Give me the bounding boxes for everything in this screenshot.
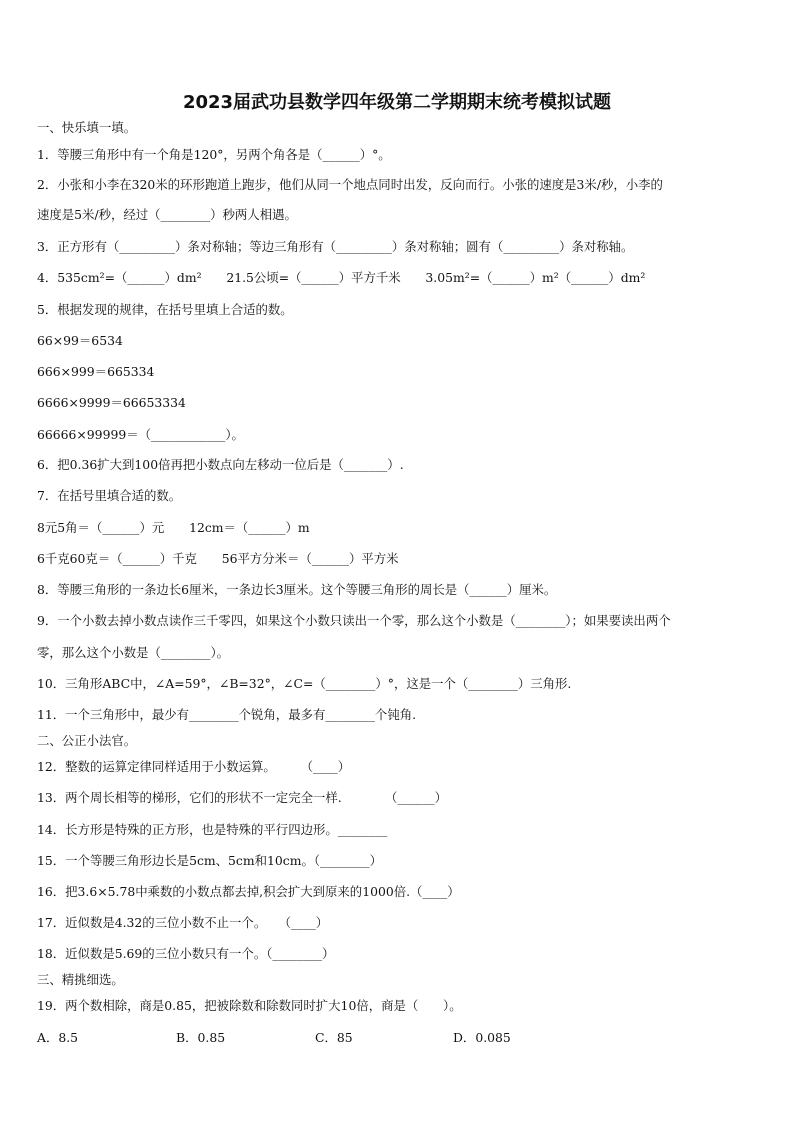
question-18: 18．近似数是5.69的三位小数只有一个。（________）	[37, 946, 335, 961]
pattern-line-1: 66×99＝6534	[37, 333, 123, 348]
question-9-line-2: 零，那么这个小数是（________）。	[37, 645, 230, 660]
page-title: 2023届武功县数学四年级第二学期期末统考模拟试题	[182, 92, 612, 113]
question-14: 14．长方形是特殊的正方形，也是特殊的平行四边形。________	[37, 822, 388, 837]
question-6: 6．把0.36扩大到100倍再把小数点向左移动一位后是（_______）.	[37, 457, 404, 472]
question-2-line-1: 2．小张和小李在320米的环形跑道上跑步，他们从同一个地点同时出发，反向而行。小张的速度是3米/秒，小李的	[37, 177, 663, 192]
question-17: 17．近似数是4.32的三位小数不止一个。 （____）	[37, 915, 329, 930]
question-13: 13．两个周长相等的梯形，它们的形状不一定完全一样. （______）	[37, 790, 448, 805]
question-5: 5．根据发现的规律，在括号里填上合适的数。	[37, 302, 293, 317]
section-heading-3: 三、精挑细选。	[37, 972, 124, 987]
question-15: 15．一个等腰三角形边长是5cm、5cm和10cm。（________）	[37, 853, 382, 868]
pattern-line-3: 6666×9999＝66653334	[37, 395, 186, 410]
section-heading-2: 二、公正小法官。	[37, 733, 137, 748]
question-1: 1．等腰三角形中有一个角是120°，另两个角各是（______）°。	[37, 147, 391, 162]
option-a[interactable]: A．8.5	[37, 1030, 79, 1045]
pattern-line-4: 66666×99999＝（____________）。	[37, 427, 244, 442]
option-d[interactable]: D．0.085	[453, 1030, 511, 1045]
option-c[interactable]: C．85	[315, 1030, 353, 1045]
question-3: 3．正方形有（_________）条对称轴；等边三角形有（_________）条对称轴；圆有（_________）条对称轴。	[37, 239, 634, 254]
question-7-row-2: 6千克60克＝（______）千克 56平方分米＝（______）平方米	[37, 551, 399, 566]
question-12: 12．整数的运算定律同样适用于小数运算。 （____）	[37, 759, 351, 774]
question-10: 10．三角形ABC中，∠A=59°，∠B=32°，∠C=（________）°，这是一个（________）三角形.	[37, 676, 572, 691]
question-9-line-1: 9．一个小数去掉小数点读作三千零四，如果这个小数只读出一个零，那么这个小数是（________）；如果要读出两个	[37, 613, 671, 628]
question-11: 11．一个三角形中，最少有________个锐角，最多有________个钝角.	[37, 707, 417, 722]
question-19: 19．两个数相除，商是0.85，把被除数和除数同时扩大10倍，商是（ ）。	[37, 998, 462, 1013]
question-4: 4．535cm²=（______）dm² 21.5公顷=（______）平方千米 3.05m²=（______）m²（______）dm²	[37, 270, 646, 285]
pattern-line-2: 666×999＝665334	[37, 364, 155, 379]
section-heading-1: 一、快乐填一填。	[37, 120, 137, 135]
question-7: 7．在括号里填合适的数。	[37, 488, 182, 503]
question-16: 16．把3.6×5.78中乘数的小数点都去掉,积会扩大到原来的1000倍.（____）	[37, 884, 460, 899]
question-8: 8．等腰三角形的一条边长6厘米，一条边长3厘米。这个等腰三角形的周长是（______）厘米。	[37, 582, 557, 597]
question-7-row-1: 8元5角＝（______）元 12cm＝（______）m	[37, 520, 310, 535]
option-b[interactable]: B．0.85	[176, 1030, 226, 1045]
question-2-line-2: 速度是5米/秒，经过（________）秒两人相遇。	[37, 207, 297, 222]
